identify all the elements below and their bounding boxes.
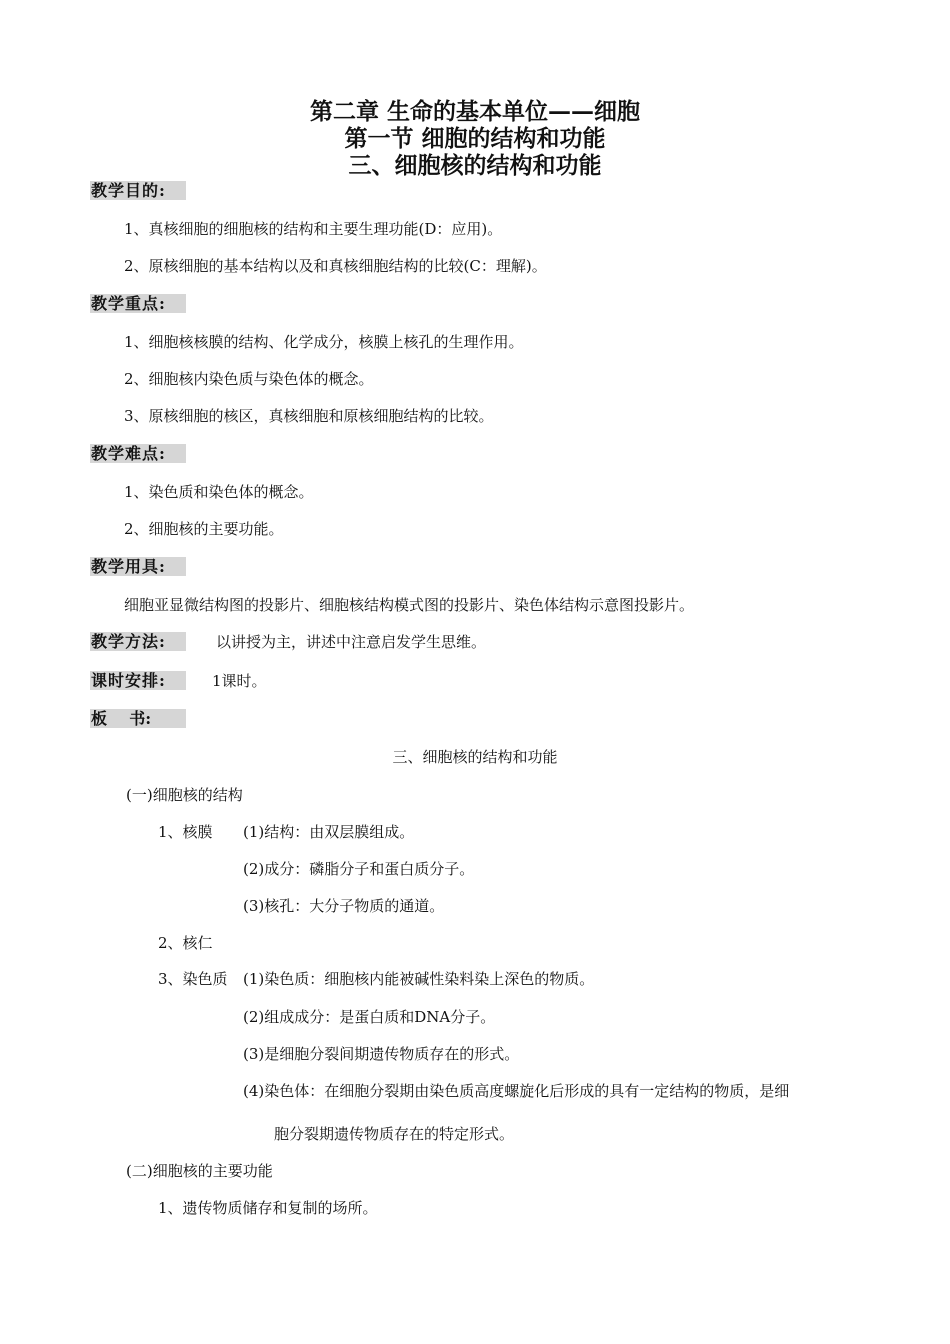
board-label: 板 书: [91,709,152,728]
chromatin-label: 3、染色质 [158,970,228,988]
method-label: 教学方法: [91,632,166,651]
difficulties-label: 教学难点: [91,444,166,463]
schedule-heading [90,671,186,690]
method-text: 以讲授为主，讲述中注意启发学生思维。 [216,633,487,651]
method-heading [90,632,186,651]
function-item: 1、遗传物质储存和复制的场所。 [158,1199,378,1217]
difficulty-item: 2、细胞核的主要功能。 [124,520,284,538]
tools-heading [90,557,186,576]
membrane-item: (3)核孔：大分子物质的通道。 [243,897,445,915]
key-points-heading [90,294,186,313]
tools-text: 细胞亚显微结构图的投影片、细胞核结构模式图的投影片、染色体结构示意图投影片。 [124,596,695,614]
membrane-item: (2)成分：磷脂分子和蛋白质分子。 [243,860,475,878]
nucleolus-label: 2、核仁 [158,934,213,952]
key-point-item: 1、细胞核核膜的结构、化学成分，核膜上核孔的生理作用。 [124,333,524,351]
key-points-label: 教学重点: [91,294,166,313]
difficulty-item: 1、染色质和染色体的概念。 [124,483,314,501]
membrane-label: 1、核膜 [158,823,213,841]
schedule-label: 课时安排: [91,671,166,690]
chapter-title: 第二章 生命的基本单位——细胞 [309,98,640,125]
key-point-item: 2、细胞核内染色质与染色体的概念。 [124,370,374,388]
board-title: 三、细胞核的结构和功能 [392,748,558,766]
chromatin-item: (4)染色体：在细胞分裂期由染色质高度螺旋化后形成的具有一定结构的物质，是细 [243,1082,790,1100]
chromatin-item: (2)组成成分：是蛋白质和DNA分子。 [243,1008,496,1026]
board-part-function: (二)细胞核的主要功能 [126,1162,273,1180]
objectives-label: 教学目的: [91,181,166,200]
difficulties-heading [90,444,186,463]
membrane-item: (1)结构：由双层膜组成。 [243,823,415,841]
schedule-text: 1课时。 [212,672,267,690]
board-part-structure: (一)细胞核的结构 [126,786,243,804]
chromatin-item-continuation: 胞分裂期遗传物质存在的特定形式。 [274,1125,515,1143]
objectives-heading [90,181,186,200]
objective-item: 1、真核细胞的细胞核的结构和主要生理功能(D：应用)。 [124,220,503,238]
chromatin-item: (3)是细胞分裂间期遗传物质存在的形式。 [243,1045,520,1063]
topic-title: 三、细胞核的结构和功能 [348,152,602,179]
chromatin-item: (1)染色质：细胞核内能被碱性染料染上深色的物质。 [243,970,595,988]
tools-label: 教学用具: [91,557,166,576]
key-point-item: 3、原核细胞的核区，真核细胞和原核细胞结构的比较。 [124,407,494,425]
objective-item: 2、原核细胞的基本结构以及和真核细胞结构的比较(C：理解)。 [124,257,547,275]
board-heading [90,709,186,728]
section-title: 第一节 细胞的结构和功能 [344,125,606,152]
